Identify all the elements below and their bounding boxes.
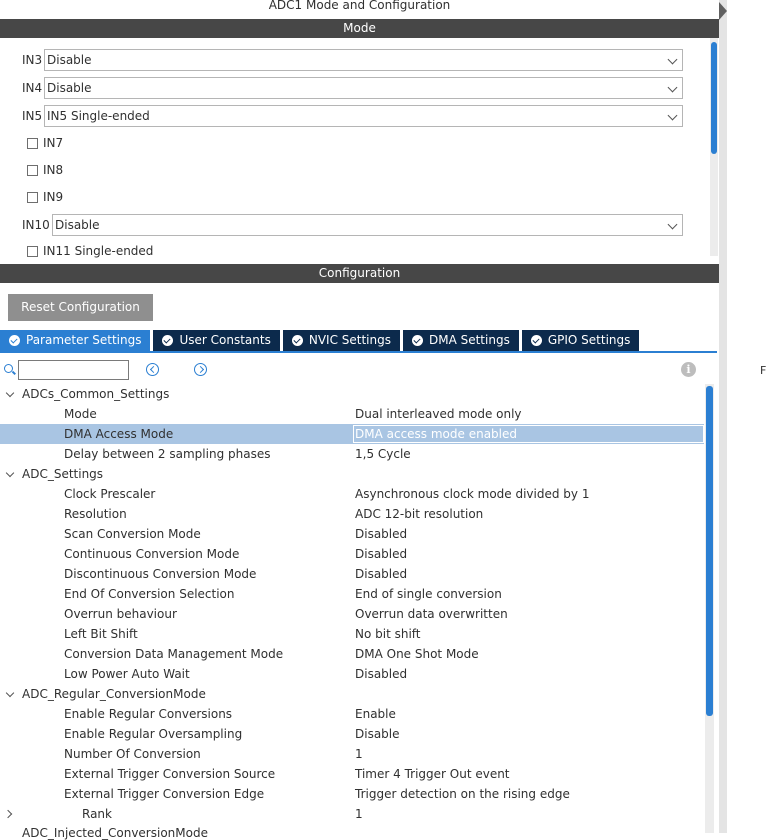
param-row-rank[interactable] (0, 804, 704, 824)
param-value[interactable]: DMA One Shot Mode (355, 647, 479, 661)
param-row[interactable] (0, 524, 704, 544)
param-name: Mode (64, 407, 97, 421)
param-value[interactable]: Timer 4 Trigger Out event (355, 767, 510, 781)
chevron-down-icon[interactable] (6, 389, 14, 397)
param-value[interactable]: Disabled (355, 527, 408, 541)
param-value[interactable]: ADC 12-bit resolution (355, 507, 484, 521)
group-adc-injected-conversionmode-partial[interactable]: ADC_Injected_ConversionMode (22, 826, 208, 840)
group-adc-regular-conversionmode[interactable] (0, 684, 704, 704)
param-row[interactable] (0, 404, 704, 424)
right-splitter[interactable] (719, 0, 727, 833)
in8-checkbox-row[interactable] (27, 162, 63, 178)
param-name: External Trigger Conversion Source (64, 767, 276, 781)
next-match-icon[interactable] (194, 363, 207, 376)
parameter-scrollbar-thumb[interactable] (706, 386, 713, 716)
in11-checkbox[interactable] (27, 246, 38, 257)
in10-label: IN10 (22, 218, 50, 232)
in7-checkbox-row[interactable] (27, 135, 63, 151)
param-value[interactable]: DMA access mode enabled (355, 427, 518, 441)
param-row[interactable] (0, 604, 704, 624)
chevron-down-icon (668, 220, 678, 230)
in3-label: IN3 (22, 53, 43, 67)
param-value[interactable]: Disabled (355, 547, 408, 561)
collapse-arrow-icon[interactable] (719, 2, 727, 20)
in7-label: IN7 (43, 136, 64, 150)
chevron-down-icon[interactable] (6, 689, 14, 697)
param-name: Resolution (64, 507, 127, 521)
param-row[interactable] (0, 444, 704, 464)
param-name: DMA Access Mode (64, 427, 174, 441)
in7-checkbox[interactable] (27, 138, 38, 149)
param-name: Discontinuous Conversion Mode (64, 567, 257, 581)
mode-panel (0, 38, 719, 256)
param-value[interactable]: Enable (355, 707, 396, 721)
check-circle-icon (162, 335, 173, 346)
in10-select[interactable] (52, 214, 683, 236)
param-name: Scan Conversion Mode (64, 527, 201, 541)
tab-label: GPIO Settings (547, 333, 631, 347)
in9-checkbox[interactable] (27, 192, 38, 203)
param-value[interactable]: Disabled (355, 567, 408, 581)
configuration-header: Configuration (0, 264, 719, 283)
param-value[interactable]: No bit shift (355, 627, 421, 641)
in5-select-value: IN5 Single-ended (47, 109, 150, 123)
param-value[interactable]: Disable (355, 727, 400, 741)
tab-gpio-settings[interactable] (522, 330, 640, 351)
param-value[interactable]: End of single conversion (355, 587, 502, 601)
param-name: Rank (82, 807, 112, 821)
param-row[interactable] (0, 784, 704, 804)
tab-label: NVIC Settings (308, 333, 391, 347)
tab-label: User Constants (179, 333, 271, 347)
parameter-tree (0, 384, 704, 824)
param-name: Number Of Conversion (64, 747, 201, 761)
mode-row-in4 (22, 77, 44, 99)
param-row[interactable] (0, 484, 704, 504)
param-row[interactable] (0, 664, 704, 684)
reset-configuration-button[interactable]: Reset Configuration (8, 294, 153, 321)
param-name: Left Bit Shift (64, 627, 138, 641)
param-value[interactable]: Asynchronous clock mode divided by 1 (355, 487, 590, 501)
chevron-right-icon[interactable] (4, 810, 12, 818)
param-row[interactable] (0, 724, 704, 744)
param-name: External Trigger Conversion Edge (64, 787, 265, 801)
group-adc-settings[interactable] (0, 464, 704, 484)
param-name: Delay between 2 sampling phases (64, 447, 271, 461)
param-row[interactable] (0, 624, 704, 644)
mode-header: Mode (0, 19, 719, 38)
config-tabs (0, 330, 642, 351)
in5-select[interactable] (44, 105, 683, 127)
in8-label: IN8 (43, 163, 64, 177)
info-icon[interactable]: i (681, 362, 696, 377)
param-row[interactable] (0, 644, 704, 664)
param-value[interactable]: 1 (355, 807, 363, 821)
tab-user-constants[interactable] (153, 330, 279, 351)
mode-row-in3 (22, 49, 44, 71)
param-value[interactable]: Overrun data overwritten (355, 607, 508, 621)
tab-underline (0, 351, 717, 353)
chevron-down-icon (668, 111, 678, 121)
check-circle-icon (9, 335, 20, 346)
group-name: ADCs_Common_Settings (22, 387, 170, 401)
param-value[interactable]: 1,5 Cycle (355, 447, 411, 461)
param-row[interactable] (0, 704, 704, 724)
check-circle-icon (531, 335, 542, 346)
param-row[interactable] (0, 544, 704, 564)
param-value[interactable]: Dual interleaved mode only (355, 407, 522, 421)
in3-select-value: Disable (47, 53, 92, 67)
in11-checkbox-row[interactable] (27, 243, 153, 259)
in11-label: IN11 Single-ended (43, 244, 154, 258)
tab-label: Parameter Settings (26, 333, 142, 347)
check-circle-icon (412, 335, 423, 346)
in5-label: IN5 (22, 109, 43, 123)
chevron-down-icon[interactable] (6, 469, 14, 477)
mode-row-in5 (22, 105, 44, 127)
param-row[interactable] (0, 764, 704, 784)
window-title: ADC1 Mode and Configuration (268, 0, 451, 12)
in4-select-value: Disable (47, 81, 92, 95)
in9-checkbox-row[interactable] (27, 189, 63, 205)
param-name: Enable Regular Oversampling (64, 727, 243, 741)
group-name: ADC_Regular_ConversionMode (22, 687, 206, 701)
param-name: Clock Prescaler (64, 487, 156, 501)
param-value[interactable]: Disabled (355, 667, 408, 681)
param-row[interactable] (0, 744, 704, 764)
mode-scrollbar-thumb[interactable] (711, 42, 717, 154)
param-name: Enable Regular Conversions (64, 707, 233, 721)
in4-select[interactable] (44, 77, 683, 99)
group-name: ADC_Settings (22, 467, 104, 481)
param-name: End Of Conversion Selection (64, 587, 235, 601)
param-row-selected[interactable] (0, 424, 704, 444)
tab-nvic-settings[interactable] (283, 330, 400, 351)
param-row[interactable] (0, 564, 704, 584)
mode-row-in10 (22, 214, 50, 236)
in8-checkbox[interactable] (27, 165, 38, 176)
tab-dma-settings[interactable] (403, 330, 519, 351)
group-adcs-common-settings[interactable] (0, 384, 704, 404)
search-icon (4, 364, 13, 373)
in10-select-value: Disable (55, 218, 100, 232)
param-row[interactable] (0, 584, 704, 604)
param-name: Continuous Conversion Mode (64, 547, 240, 561)
search-input[interactable] (18, 360, 129, 380)
chevron-down-icon (668, 83, 678, 93)
param-row[interactable] (0, 504, 704, 524)
param-name: Low Power Auto Wait (64, 667, 190, 681)
in4-label: IN4 (22, 81, 43, 95)
right-panel-glyph: F (760, 364, 766, 377)
param-name: Conversion Data Management Mode (64, 647, 284, 661)
param-value[interactable]: 1 (355, 747, 363, 761)
tab-label: DMA Settings (428, 333, 510, 347)
check-circle-icon (292, 335, 303, 346)
in9-label: IN9 (43, 190, 64, 204)
param-value[interactable]: Trigger detection on the rising edge (355, 787, 570, 801)
tab-parameter-settings[interactable] (0, 330, 150, 351)
previous-match-icon[interactable] (146, 363, 159, 376)
in3-select[interactable] (44, 49, 683, 71)
chevron-down-icon (668, 55, 678, 65)
param-name: Overrun behaviour (64, 607, 177, 621)
